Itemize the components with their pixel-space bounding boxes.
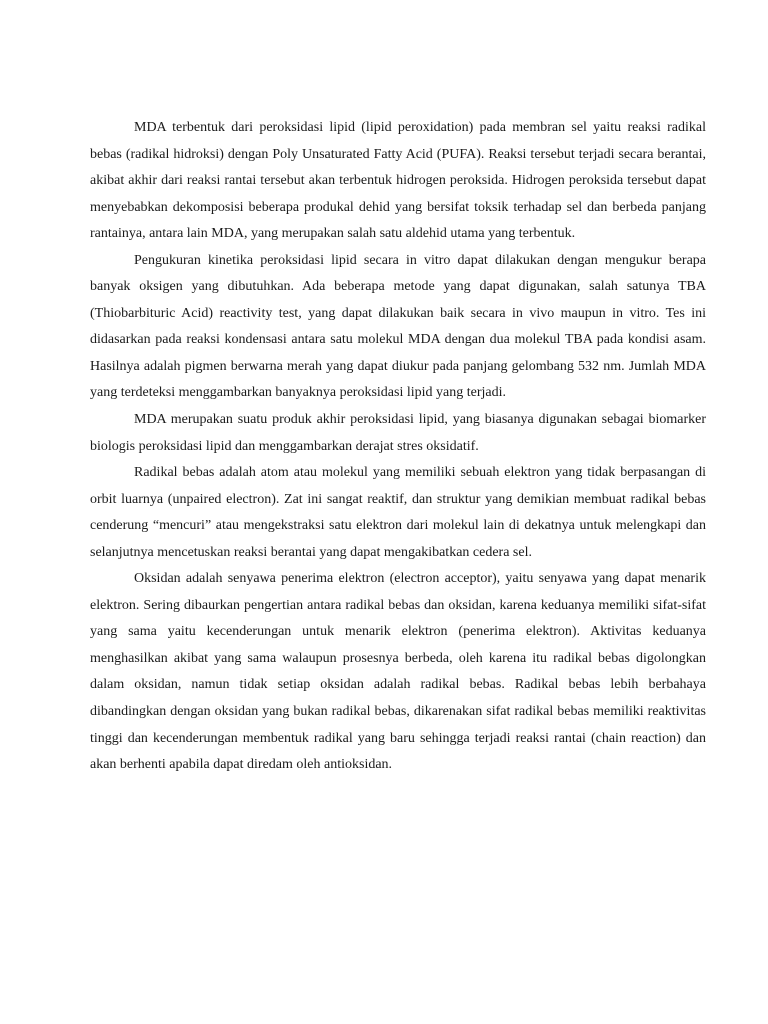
paragraph-mda-biomarker: MDA merupakan suatu produk akhir peroksidasi lipid, yang biasanya digunakan sebagai biomarker biologis peroksidasi lipid dan menggambarkan derajat stres oksidatif.: [90, 412, 706, 454]
document-page: [90, 115, 706, 779]
paragraph-free-radicals: Radikal bebas adalah atom atau molekul yang memiliki sebuah elektron yang tidak berpasangan di orbit luarnya (unpaired electron). Zat ini sangat reaktif, dan struktur yang demikian membuat radikal bebas cenderung “mencuri” atau mengekstraksi satu elektron dari molekul lain di dekatnya untuk melengkapi dan selanjutnya mencetuskan reaksi berantai yang dapat mengakibatkan cedera sel.: [90, 465, 706, 560]
paragraph-mda-formation: MDA terbentuk dari peroksidasi lipid (lipid peroxidation) pada membran sel yaitu reaksi radikal bebas (radikal hidroksi) dengan Poly Unsaturated Fatty Acid (PUFA). Reaksi tersebut terjadi secara berantai, akibat akhir dari reaksi rantai tersebut akan terbentuk hidrogen peroksida. Hidrogen peroksida tersebut dapat menyebabkan dekomposisi beberapa produkal dehid yang bersifat toksik terhadap sel dan berbeda panjang rantainya, antara lain MDA, yang merupakan salah satu aldehid utama yang terbentuk.: [90, 120, 706, 242]
paragraph-oxidants: Oksidan adalah senyawa penerima elektron (electron acceptor), yaitu senyawa yang dapat menarik elektron. Sering dibaurkan pengertian antara radikal bebas dan oksidan, karena keduanya memiliki sifat-sifat yang sama yaitu kecenderungan untuk menarik elektron (penerima elektron). Aktivitas keduanya menghasilkan akibat yang sama walaupun prosesnya berbeda, oleh karena itu radikal bebas digolongkan dalam oksidan, namun tidak setiap oksidan adalah radikal bebas. Radikal bebas lebih berbahaya dibandingkan dengan oksidan yang bukan radikal bebas, dikarenakan sifat radikal bebas memiliki reaktivitas tinggi dan kecenderungan membentuk radikal yang baru sehingga terjadi reaksi rantai (chain reaction) dan akan berhenti apabila dapat diredam oleh antioksidan.: [90, 571, 706, 773]
paragraph-lipid-peroxidation-kinetics: Pengukuran kinetika peroksidasi lipid secara in vitro dapat dilakukan dengan mengukur berapa banyak oksigen yang dibutuhkan. Ada beberapa metode yang dapat digunakan, salah satunya TBA (Thiobarbituric Acid) reactivity test, yang dapat dilakukan baik secara in vivo maupun in vitro. Tes ini didasarkan pada reaksi kondensasi antara satu molekul MDA dengan dua molekul TBA pada kondisi asam. Hasilnya adalah pigmen berwarna merah yang dapat diukur pada panjang gelombang 532 nm. Jumlah MDA yang terdeteksi menggambarkan banyaknya peroksidasi lipid yang terjadi.: [90, 252, 706, 401]
